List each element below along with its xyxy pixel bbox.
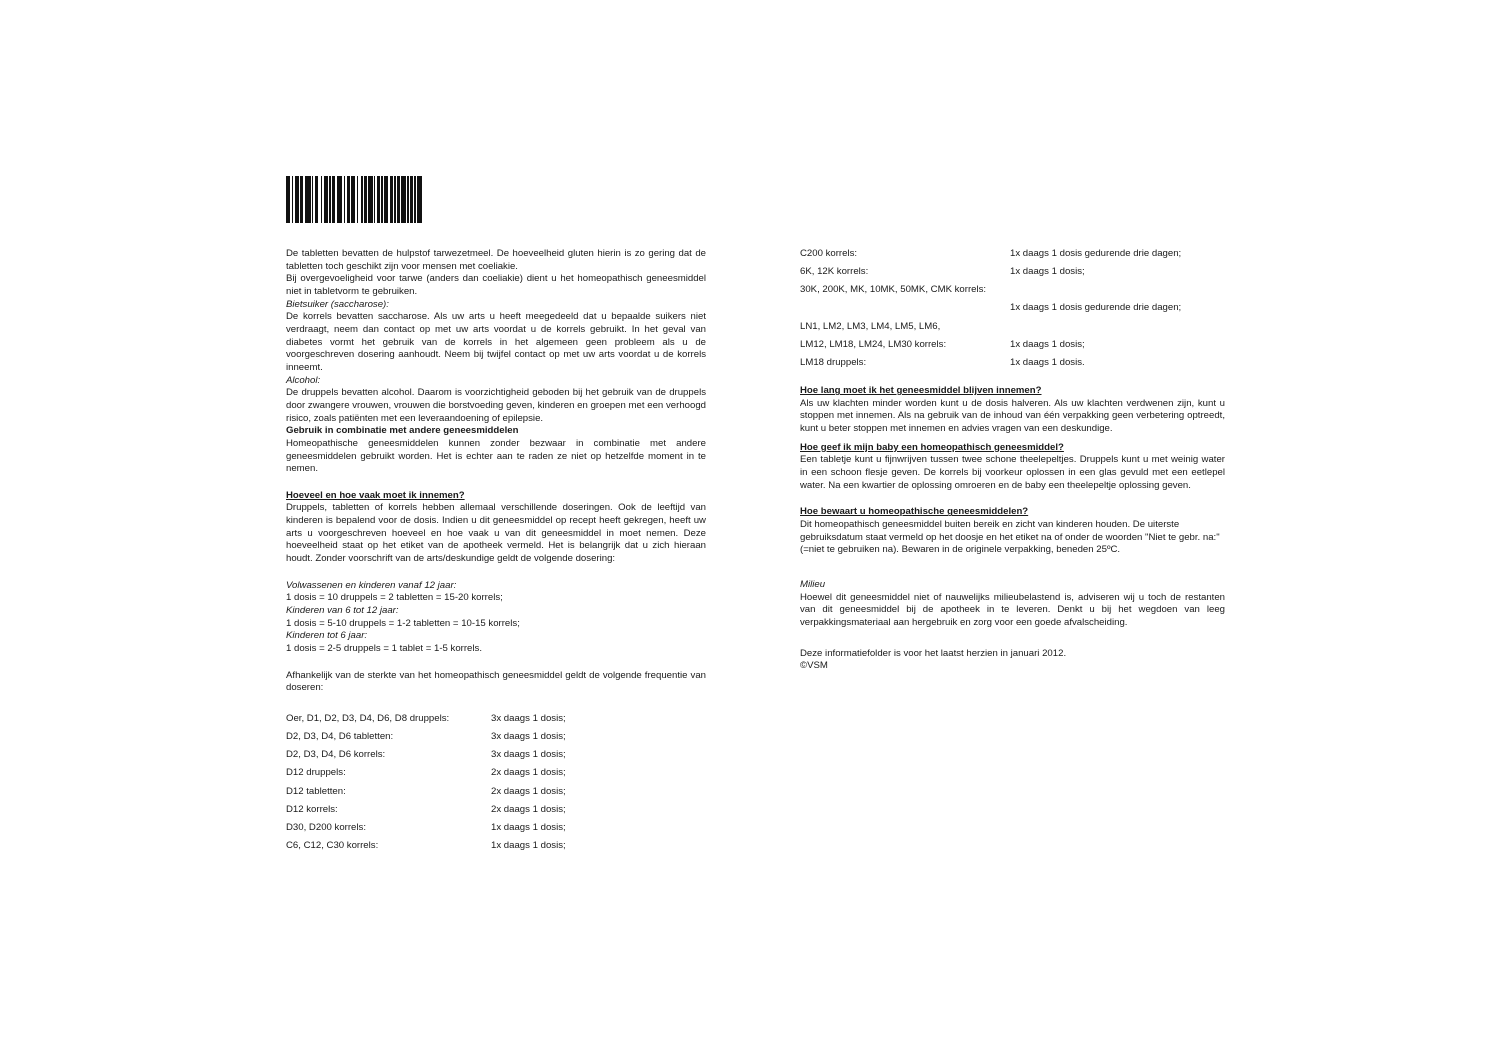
dose-value: 2x daags 1 dosis; [491,785,566,797]
dose-label: D30, D200 korrels: [286,821,366,833]
dose-value: 3x daags 1 dosis; [491,749,566,761]
age-group-heading-adults: Volwassenen en kinderen vanaf 12 jaar: [286,579,457,591]
dose-row [286,840,706,858]
environment-heading: Milieu [800,578,826,590]
barcode-bar [417,176,421,223]
alcohol-heading: Alcohol: [286,374,321,386]
barcode [286,176,446,223]
dose-value: 1x daags 1 dosis; [1010,338,1085,350]
age-group-text-under6: 1 dosis = 2-5 druppels = 1 tablet = 1-5 korrels. [286,643,482,655]
intro-paragraph-2: Bij overgevoeligheid voor tarwe (anders dan coeliakie) dient u het homeopathisch geneesmiddel niet in tabletvorm te gebruiken. [286,273,706,297]
dose-value: 1x daags 1 dosis; [491,821,566,833]
storage-text: Dit homeopathisch geneesmiddel buiten bereik en zicht van kinderen houden. De uiterste gebruiksdatum staat vermeld op het doosje en het etiket na of onder de woorden "Niet te gebr. na:" (=niet te gebruiken na). Bewaren in de originele verpakking, beneden 25ºC. [800,519,1220,556]
dose-value: 1x daags 1 dosis. [1010,356,1085,368]
environment-text: Hoewel dit geneesmiddel niet of nauwelijks milieubelastend is, adviseren wij u toch de restanten van dit geneesmiddel bij de apotheek in te leveren. Denkt u bij het wegdoen van leeg verpakkingsmateriaal aan hergebruik en zorg voor een goede afvalscheiding. [800,591,1225,628]
dose-row [286,731,706,749]
dosage-text: Druppels, tabletten of korrels hebben allemaal verschillende doseringen. Ook de leeftijd van kinderen is bepalend voor de dosis. Indien u dit geneesmiddel op recept heeft gekregen, heeft uw arts u voorgeschreven hoeveel en hoe vaak u van dit geneesmiddel in moet nemen. Deze hoeveelheid staat op het etiket van de apotheek vermeld. Het is belangrijk dat u zich hieraan houdt. Zonder voorschrift van de arts/deskundige geldt de volgende dosering: [286,502,706,565]
storage-heading: Hoe bewaart u homeopathische geneesmiddelen? [800,506,1029,518]
dose-label: LM18 druppels: [800,356,867,368]
combination-text: Homeopathische geneesmiddelen kunnen zonder bezwaar in combinatie met andere geneesmiddelen gebruikt worden. Het is echter aan te raden ze niet op hetzelfde moment in te nemen. [286,437,706,475]
age-group-text-6to12: 1 dosis = 5-10 druppels = 1-2 tabletten = 10-15 korrels; [286,617,520,629]
left-column [286,248,706,858]
dose-value [1010,321,1225,339]
dose-value: 3x daags 1 dosis; [491,713,566,724]
dose-label: LM12, LM18, LM24, LM30 korrels: [800,338,947,350]
frequency-intro: Afhankelijk van de sterkte van het homeopathisch geneesmiddel geldt de volgende frequentie van doseren: [286,669,706,694]
dose-label: 30K, 200K, MK, 10MK, 50MK, CMK korrels: [800,284,987,296]
age-group-text-adults: 1 dosis = 10 druppels = 2 tabletten = 15-20 korrels; [286,592,503,604]
bietsuiker-text: De korrels bevatten saccharose. Als uw arts u heeft meegedeeld dat u bepaalde suikers niet verdraagt, neem dan contact op met uw arts voordat u de korrels gebruikt. In het geval van diabetes vormt het gebruik van de korrels in het algemeen geen probleem als u de voorgeschreven dosering aanhoudt. Neem bij twijfel contact op met uw arts voordat u de korrels inneemt. [286,311,706,373]
dose-row [800,266,1225,284]
dose-row [286,822,706,840]
dose-row [286,804,706,822]
revision-text: Deze informatiefolder is voor het laatst herzien in januari 2012. [800,647,1067,659]
dose-table-left [286,713,706,858]
combination-heading: Gebruik in combinatie met andere geneesmiddelen [286,425,519,437]
age-group-heading-under6: Kinderen tot 6 jaar: [286,630,368,642]
dose-value: 1x daags 1 dosis gedurende drie dagen; [1010,302,1182,314]
dose-row [800,284,1225,302]
alcohol-text: De druppels bevatten alcohol. Daarom is voorzichtigheid geboden bij het gebruik van de druppels door zwangere vrouwen, vrouwen die borstvoeding geven, kinderen en groepen met een verhoogd risico, zoals patiënten met een leveraandoening of epilepsie. [286,387,706,424]
dose-label: D2, D3, D4, D6 korrels: [286,749,386,761]
dose-row [800,357,1225,375]
dose-label: D12 druppels: [286,767,346,779]
dose-value [1010,284,1225,302]
dose-row [286,767,706,785]
baby-heading: Hoe geef ik mijn baby een homeopathisch geneesmiddel? [800,441,1064,453]
dose-value: 3x daags 1 dosis; [491,731,566,743]
dose-label: D12 tabletten: [286,785,346,797]
dose-row [286,749,706,767]
dose-label: D12 korrels: [286,803,338,815]
dose-label [800,302,1010,320]
dose-label: C200 korrels: [800,248,858,259]
dose-row [286,713,706,731]
copyright-text: ©VSM [800,660,828,672]
dose-value: 1x daags 1 dosis gedurende drie dagen; [1010,248,1182,259]
baby-text: Een tabletje kunt u fijnwrijven tussen twee schone theelepeltjes. Druppels kunt u met weinig water in een schoon flesje geven. De korrels bij voorkeur oplossen in een glas gevuld met een eetlepel water. Na een kwartier de oplossing omroeren en de baby een theelepeltje oplossing geven. [800,454,1225,491]
right-column [800,248,1225,673]
dose-label: Oer, D1, D2, D3, D4, D6, D8 druppels: [286,713,450,724]
dose-label: D2, D3, D4, D6 tabletten: [286,731,394,743]
dose-row [800,339,1225,357]
dose-value: 1x daags 1 dosis; [491,840,566,852]
dose-table-right [800,248,1225,375]
dose-value: 1x daags 1 dosis; [1010,266,1085,278]
intro-paragraph-1: De tabletten bevatten de hulpstof tarwezetmeel. De hoeveelheid gluten hierin is zo gering dat de tabletten toch geschikt zijn voor mensen met coeliakie. [286,248,706,272]
dose-row [800,248,1225,266]
dose-label: C6, C12, C30 korrels: [286,840,379,852]
age-group-heading-6to12: Kinderen van 6 tot 12 jaar: [286,605,399,617]
dose-label: LN1, LM2, LM3, LM4, LM5, LM6, [800,320,941,332]
duration-heading: Hoe lang moet ik het geneesmiddel blijven innemen? [800,385,1042,397]
dose-row [800,321,1225,339]
dosage-heading: Hoeveel en hoe vaak moet ik innemen? [286,489,465,501]
dose-row [286,786,706,804]
dose-row [800,302,1225,320]
dose-value: 2x daags 1 dosis; [491,767,566,779]
dose-label: 6K, 12K korrels: [800,266,869,278]
bietsuiker-heading: Bietsuiker (saccharose): [286,298,389,310]
dose-value: 2x daags 1 dosis; [491,803,566,815]
duration-text: Als uw klachten minder worden kunt u de dosis halveren. Als uw klachten verdwenen zijn, kunt u stoppen met innemen. Als na gebruik van de inhoud van één verpakking geen verbetering optreedt, kunt u beter stoppen met innemen en advies vragen van een deskundige. [800,397,1225,435]
